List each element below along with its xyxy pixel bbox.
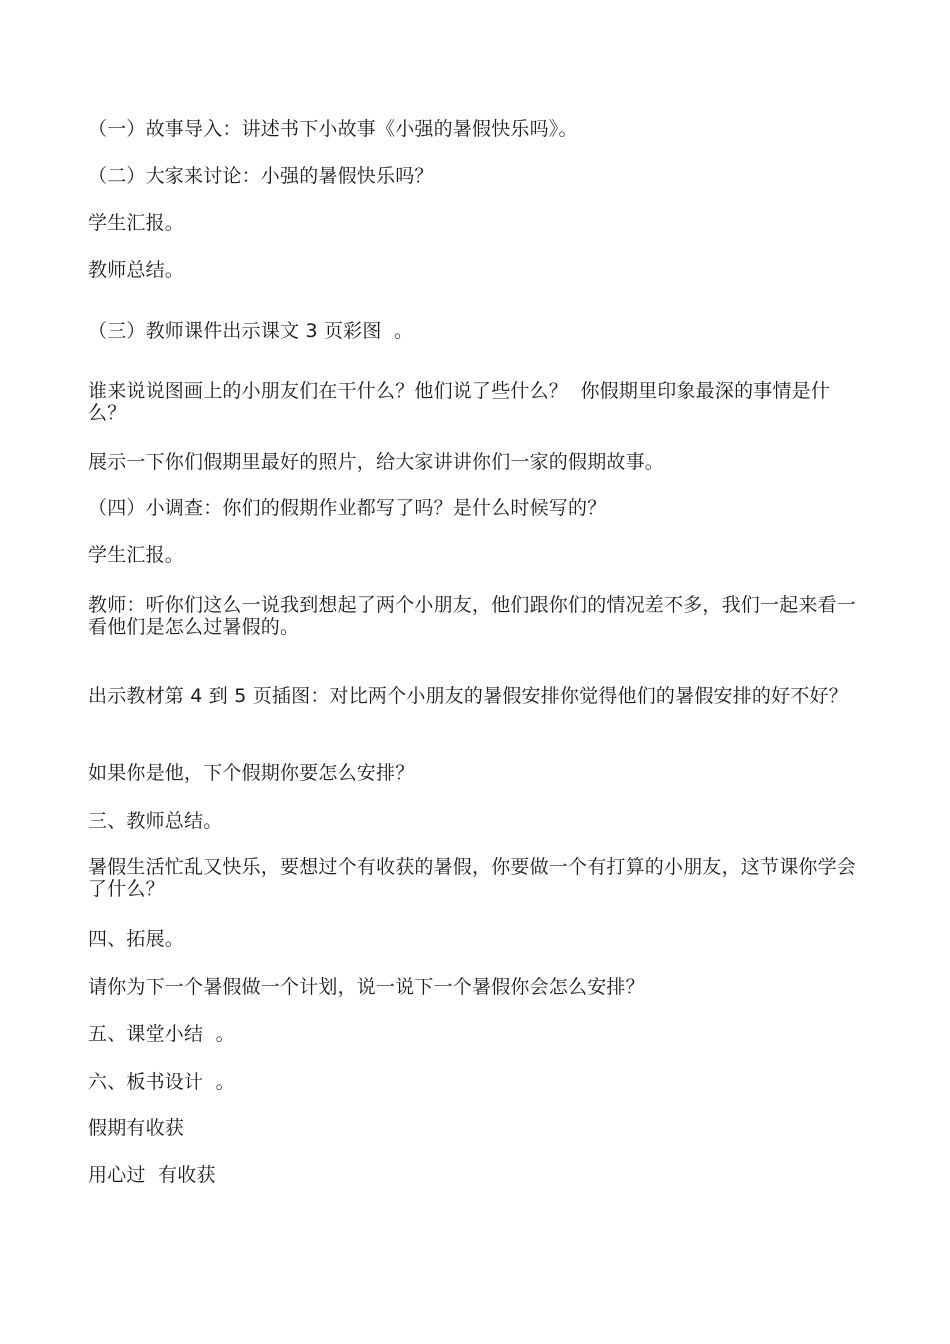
paragraph-picture-question: 谁来说说图画上的小朋友们在干什么？他们说了些什么？ 你假期里印象最深的事情是什么？ bbox=[88, 380, 831, 424]
paragraph-summer-summary: 暑假生活忙乱又快乐，要想过个有收获的暑假，你要做一个有打算的小朋友，这节课你学会了什么？ bbox=[88, 856, 857, 900]
paragraph-teacher-summary: 教师总结。 bbox=[88, 259, 185, 281]
board-line-1: 假期有收获 bbox=[88, 1117, 185, 1139]
paragraph-courseware-picture: （三）教师课件出示课文 3 页彩图 。 bbox=[88, 320, 414, 342]
paragraph-student-report: 学生汇报。 bbox=[88, 212, 185, 234]
paragraph-make-plan: 请你为下一个暑假做一个计划，说一说下一个暑假你会怎么安排？ bbox=[88, 976, 645, 998]
paragraph-textbook-illustration: 出示教材第 4 到 5 页插图：对比两个小朋友的暑假安排你觉得他们的暑假安排的好不好？ bbox=[88, 685, 848, 707]
section-board-design: 六、板书设计 。 bbox=[88, 1071, 235, 1093]
section-extension: 四、拓展。 bbox=[88, 928, 185, 950]
paragraph-story-intro: （一）故事导入：讲述书下小故事《小强的暑假快乐吗》。 bbox=[88, 118, 578, 140]
section-class-summary: 五、课堂小结 。 bbox=[88, 1023, 235, 1045]
paragraph-show-photos: 展示一下你们假期里最好的照片，给大家讲讲你们一家的假期故事。 bbox=[88, 451, 665, 473]
board-line-2: 用心过 有收获 bbox=[88, 1164, 216, 1186]
paragraph-survey: （四）小调查：你们的假期作业都写了吗？是什么时候写的？ bbox=[88, 497, 607, 519]
paragraph-discussion: （二）大家来讨论：小强的暑假快乐吗？ bbox=[88, 165, 434, 187]
paragraph-if-you-were-him: 如果你是他，下个假期你要怎么安排？ bbox=[88, 762, 415, 784]
paragraph-student-report-2: 学生汇报。 bbox=[88, 544, 185, 566]
paragraph-teacher-story: 教师：听你们这么一说我到想起了两个小朋友，他们跟你们的情况差不多，我们一起来看一看他们是怎么过暑假的。 bbox=[88, 594, 857, 638]
section-teacher-summary: 三、教师总结。 bbox=[88, 810, 223, 832]
